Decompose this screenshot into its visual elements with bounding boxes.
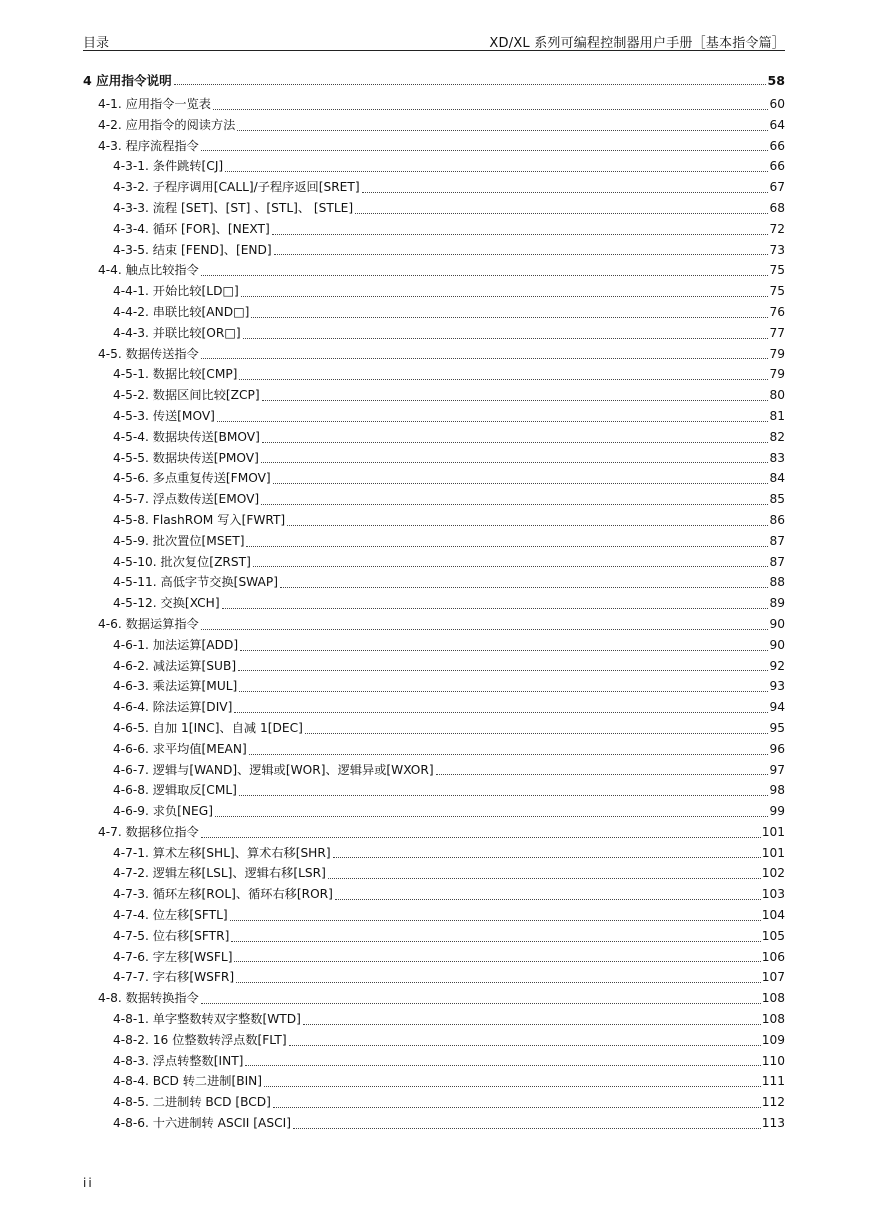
toc-dot-leader [174, 84, 767, 85]
toc-entry-title: 4-5-6. 多点重复传送[FMOV] [113, 471, 271, 486]
toc-section-entry[interactable] [83, 344, 785, 365]
toc-dot-leader [201, 837, 761, 838]
toc-subsection-entry[interactable] [83, 510, 785, 531]
toc-subsection-entry[interactable] [83, 219, 785, 240]
toc-dot-leader [293, 1128, 761, 1129]
toc-section-entry[interactable] [83, 614, 785, 635]
table-of-contents [83, 72, 785, 1134]
toc-subsection-entry[interactable] [83, 406, 785, 427]
toc-dot-leader [231, 941, 760, 942]
toc-entry-title: 4 应用指令说明 [83, 73, 172, 88]
toc-entry-title: 4-4-1. 开始比较[LD□] [113, 284, 239, 299]
toc-dot-leader [213, 109, 769, 110]
toc-entry-page: 79 [769, 367, 785, 382]
toc-entry-title: 4-8. 数据转换指令 [98, 991, 199, 1006]
header-section-title: 目录 [83, 36, 110, 51]
toc-entry-page: 83 [769, 450, 785, 465]
toc-entry-title: 4-5-3. 传送[MOV] [113, 408, 215, 423]
toc-entry-page: 111 [761, 1074, 785, 1089]
toc-entry-title: 4-6-3. 乘法运算[MUL] [113, 679, 238, 694]
toc-dot-leader [262, 400, 769, 401]
toc-subsection-entry[interactable] [83, 1030, 785, 1051]
toc-entry-page: 110 [761, 1053, 785, 1068]
toc-dot-leader [217, 421, 769, 422]
toc-section-entry[interactable] [83, 822, 785, 843]
toc-entry-page: 75 [769, 263, 785, 278]
toc-entry-title: 4-6-6. 求平均值[MEAN] [113, 741, 247, 756]
toc-entry-page: 105 [761, 928, 785, 943]
toc-subsection-entry[interactable] [83, 281, 785, 302]
toc-dot-leader [246, 546, 768, 547]
toc-entry-page: 98 [769, 783, 785, 798]
toc-entry-title: 4-7-4. 位左移[SFTL] [113, 908, 228, 923]
toc-subsection-entry[interactable] [83, 843, 785, 864]
toc-entry-title: 4-8-6. 十六进制转 ASCII [ASCI] [113, 1116, 291, 1131]
toc-entry-title: 4-5-9. 批次置位[MSET] [113, 533, 245, 548]
toc-subsection-entry[interactable] [83, 302, 785, 323]
toc-entry-page: 73 [769, 242, 785, 257]
page-number: ii [83, 1176, 94, 1190]
toc-entry-title: 4-7-6. 字左移[WSFL] [113, 949, 233, 964]
toc-entry-page: 99 [769, 804, 785, 819]
toc-dot-leader [241, 296, 769, 297]
toc-entry-page: 90 [769, 616, 785, 631]
toc-entry-title: 4-6-4. 除法运算[DIV] [113, 700, 233, 715]
toc-entry-title: 4-6-2. 减法运算[SUB] [113, 658, 237, 673]
toc-entry-page: 106 [761, 949, 785, 964]
toc-entry-page: 77 [769, 325, 785, 340]
toc-entry-title: 4-3-5. 结束 [FEND]、[END] [113, 242, 272, 257]
toc-dot-leader [273, 483, 769, 484]
toc-entry-page: 64 [769, 117, 785, 132]
toc-dot-leader [253, 566, 769, 567]
toc-dot-leader [238, 670, 768, 671]
toc-dot-leader [240, 650, 768, 651]
toc-dot-leader [305, 733, 769, 734]
toc-entry-title: 4-6. 数据运算指令 [98, 616, 199, 631]
toc-entry-page: 85 [769, 492, 785, 507]
toc-entry-title: 4-3-4. 循环 [FOR]、[NEXT] [113, 221, 270, 236]
toc-entry-page: 58 [767, 73, 785, 88]
toc-entry-title: 4-7-7. 字右移[WSFR] [113, 970, 235, 985]
toc-subsection-entry[interactable] [83, 427, 785, 448]
toc-subsection-entry[interactable] [83, 1113, 785, 1134]
toc-entry-page: 81 [769, 408, 785, 423]
toc-entry-page: 90 [769, 637, 785, 652]
toc-dot-leader [237, 130, 768, 131]
toc-entry-title: 4-5. 数据传送指令 [98, 346, 199, 361]
toc-entry-page: 92 [769, 658, 785, 673]
toc-entry-page: 108 [761, 1012, 785, 1027]
toc-entry-title: 4-5-12. 交换[XCH] [113, 596, 220, 611]
toc-entry-title: 4-5-7. 浮点数传送[EMOV] [113, 492, 260, 507]
toc-dot-leader [274, 254, 769, 255]
toc-dot-leader [245, 1065, 760, 1066]
toc-entry-page: 101 [761, 845, 785, 860]
toc-chapter-entry[interactable] [83, 72, 785, 90]
toc-entry-title: 4-1. 应用指令一览表 [98, 97, 211, 111]
toc-dot-leader [234, 712, 768, 713]
toc-entry-page: 87 [769, 533, 785, 548]
toc-subsection-entry[interactable] [83, 448, 785, 469]
toc-entry-page: 104 [761, 908, 785, 923]
toc-entry-title: 4-5-1. 数据比较[CMP] [113, 367, 238, 382]
toc-dot-leader [201, 1003, 761, 1004]
toc-dot-leader [303, 1024, 761, 1025]
toc-dot-leader [201, 150, 769, 151]
toc-subsection-entry[interactable] [83, 926, 785, 947]
toc-dot-leader [239, 691, 768, 692]
toc-dot-leader [261, 504, 768, 505]
toc-entry-page: 107 [761, 970, 785, 985]
toc-entry-title: 4-7-2. 逻辑左移[LSL]、逻辑右移[LSR] [113, 866, 326, 881]
toc-entry-title: 4-5-2. 数据区间比较[ZCP] [113, 388, 260, 403]
toc-entry-page: 76 [769, 304, 785, 319]
toc-dot-leader [272, 234, 769, 235]
toc-subsection-entry[interactable] [83, 1071, 785, 1092]
toc-entry-title: 4-8-2. 16 位整数转浮点数[FLT] [113, 1032, 287, 1047]
toc-dot-leader [287, 525, 768, 526]
toc-section-entry[interactable] [83, 136, 785, 157]
toc-subsection-entry[interactable] [83, 468, 785, 489]
toc-subsection-entry[interactable] [83, 760, 785, 781]
toc-entry-title: 4-2. 应用指令的阅读方法 [98, 117, 236, 132]
toc-subsection-entry[interactable] [83, 240, 785, 261]
toc-dot-leader [436, 774, 769, 775]
toc-entry-title: 4-7-1. 算术左移[SHL]、算术右移[SHR] [113, 845, 331, 860]
toc-subsection-entry[interactable] [83, 656, 785, 677]
toc-dot-leader [239, 795, 769, 796]
toc-section-entry[interactable] [83, 115, 785, 136]
toc-dot-leader [201, 629, 769, 630]
toc-dot-leader [280, 587, 768, 588]
toc-entry-page: 88 [769, 575, 785, 590]
toc-subsection-entry[interactable] [83, 863, 785, 884]
toc-section-entry[interactable] [83, 260, 785, 281]
toc-entry-page: 113 [761, 1116, 785, 1131]
toc-entry-page: 89 [769, 596, 785, 611]
toc-dot-leader [355, 213, 768, 214]
toc-entry-page: 94 [769, 700, 785, 715]
toc-entry-title: 4-6-5. 自加 1[INC]、自减 1[DEC] [113, 720, 303, 735]
toc-dot-leader [239, 379, 768, 380]
toc-entry-page: 67 [769, 180, 785, 195]
toc-dot-leader [236, 982, 761, 983]
toc-entry-title: 4-5-8. FlashROM 写入[FWRT] [113, 512, 286, 527]
toc-entry-page: 84 [769, 471, 785, 486]
toc-dot-leader [335, 899, 761, 900]
toc-subsection-entry[interactable] [83, 177, 785, 198]
toc-dot-leader [201, 275, 769, 276]
toc-entry-title: 4-8-1. 单字整数转双字整数[WTD] [113, 1012, 301, 1027]
toc-entry-page: 108 [761, 991, 785, 1006]
toc-dot-leader [234, 961, 760, 962]
toc-dot-leader [201, 358, 769, 359]
toc-subsection-entry[interactable] [83, 635, 785, 656]
toc-subsection-entry[interactable] [83, 676, 785, 697]
toc-subsection-entry[interactable] [83, 531, 785, 552]
toc-dot-leader [328, 878, 761, 879]
toc-entry-title: 4-8-5. 二进制转 BCD [BCD] [113, 1095, 271, 1110]
toc-subsection-entry[interactable] [83, 489, 785, 510]
toc-entry-title: 4-4. 触点比较指令 [98, 263, 199, 278]
toc-entry-title: 4-5-10. 批次复位[ZRST] [113, 554, 251, 569]
toc-subsection-entry[interactable] [83, 593, 785, 614]
toc-entry-title: 4-8-4. BCD 转二进制[BIN] [113, 1074, 263, 1089]
toc-entry-page: 82 [769, 429, 785, 444]
toc-subsection-entry[interactable] [83, 947, 785, 968]
toc-subsection-entry[interactable] [83, 552, 785, 573]
toc-entry-title: 4-5-4. 数据块传送[BMOV] [113, 429, 260, 444]
toc-entry-title: 4-6-8. 逻辑取反[CML] [113, 783, 237, 798]
toc-subsection-entry[interactable] [83, 1009, 785, 1030]
toc-entry-page: 103 [761, 887, 785, 902]
toc-dot-leader [230, 920, 761, 921]
toc-entry-page: 66 [769, 159, 785, 174]
toc-entry-title: 4-6-9. 求负[NEG] [113, 804, 213, 819]
toc-dot-leader [261, 462, 769, 463]
toc-entry-page: 68 [769, 200, 785, 215]
toc-dot-leader [222, 608, 769, 609]
toc-section-entry[interactable] [83, 988, 785, 1009]
toc-entry-page: 86 [769, 512, 785, 527]
toc-subsection-entry[interactable] [83, 718, 785, 739]
toc-dot-leader [262, 442, 769, 443]
toc-entry-title: 4-5-5. 数据块传送[PMOV] [113, 450, 259, 465]
toc-subsection-entry[interactable] [83, 697, 785, 718]
toc-subsection-entry[interactable] [83, 884, 785, 905]
toc-entry-page: 87 [769, 554, 785, 569]
toc-entry-page: 109 [761, 1032, 785, 1047]
toc-dot-leader [243, 338, 769, 339]
toc-entry-title: 4-4-3. 并联比较[OR□] [113, 325, 241, 340]
toc-dot-leader [249, 754, 769, 755]
toc-entry-page: 93 [769, 679, 785, 694]
toc-subsection-entry[interactable] [83, 323, 785, 344]
toc-entry-title: 4-6-1. 加法运算[ADD] [113, 637, 239, 652]
toc-subsection-entry[interactable] [83, 1092, 785, 1113]
page-header [83, 30, 785, 51]
toc-dot-leader [225, 171, 768, 172]
toc-entry-page: 60 [769, 97, 785, 111]
toc-entry-title: 4-3. 程序流程指令 [98, 138, 199, 153]
toc-entry-title: 4-8-3. 浮点转整数[INT] [113, 1053, 244, 1068]
toc-entry-page: 79 [769, 346, 785, 361]
toc-dot-leader [273, 1107, 761, 1108]
toc-subsection-entry[interactable] [83, 967, 785, 988]
toc-dot-leader [333, 857, 761, 858]
toc-subsection-entry[interactable] [83, 780, 785, 801]
toc-dot-leader [264, 1086, 761, 1087]
toc-dot-leader [362, 192, 769, 193]
toc-entry-title: 4-5-11. 高低字节交换[SWAP] [113, 575, 279, 590]
toc-entry-title: 4-7-5. 位右移[SFTR] [113, 928, 230, 943]
toc-entry-page: 95 [769, 720, 785, 735]
toc-subsection-entry[interactable] [83, 572, 785, 593]
toc-entry-page: 72 [769, 221, 785, 236]
toc-entry-page: 80 [769, 388, 785, 403]
toc-entry-page: 75 [769, 284, 785, 299]
toc-subsection-entry[interactable] [83, 905, 785, 926]
toc-entry-title: 4-7-3. 循环左移[ROL]、循环右移[ROR] [113, 887, 333, 902]
toc-entry-page: 97 [769, 762, 785, 777]
toc-entry-page: 102 [761, 866, 785, 881]
toc-section-entry[interactable] [83, 94, 785, 115]
toc-entry-page: 96 [769, 741, 785, 756]
toc-subsection-entry[interactable] [83, 198, 785, 219]
toc-subsection-entry[interactable] [83, 739, 785, 760]
toc-subsection-entry[interactable] [83, 1051, 785, 1072]
toc-entry-page: 112 [761, 1095, 785, 1110]
toc-subsection-entry[interactable] [83, 364, 785, 385]
toc-dot-leader [215, 816, 769, 817]
toc-subsection-entry[interactable] [83, 385, 785, 406]
toc-entry-title: 4-3-2. 子程序调用[CALL]/子程序返回[SRET] [113, 180, 360, 195]
toc-subsection-entry[interactable] [83, 801, 785, 822]
toc-subsection-entry[interactable] [83, 156, 785, 177]
toc-dot-leader [289, 1045, 761, 1046]
toc-dot-leader [251, 317, 768, 318]
toc-entry-page: 66 [769, 138, 785, 153]
header-manual-title: XD/XL 系列可编程控制器用户手册［基本指令篇］ [489, 36, 785, 51]
toc-entry-title: 4-3-1. 条件跳转[CJ] [113, 159, 224, 174]
toc-entry-title: 4-6-7. 逻辑与[WAND]、逻辑或[WOR]、逻辑异或[WXOR] [113, 762, 434, 777]
toc-entry-page: 101 [761, 824, 785, 839]
toc-entry-title: 4-7. 数据移位指令 [98, 824, 199, 839]
toc-entry-title: 4-4-2. 串联比较[AND□] [113, 304, 250, 319]
toc-entry-title: 4-3-3. 流程 [SET]、[ST] 、[STL]、 [STLE] [113, 200, 354, 215]
